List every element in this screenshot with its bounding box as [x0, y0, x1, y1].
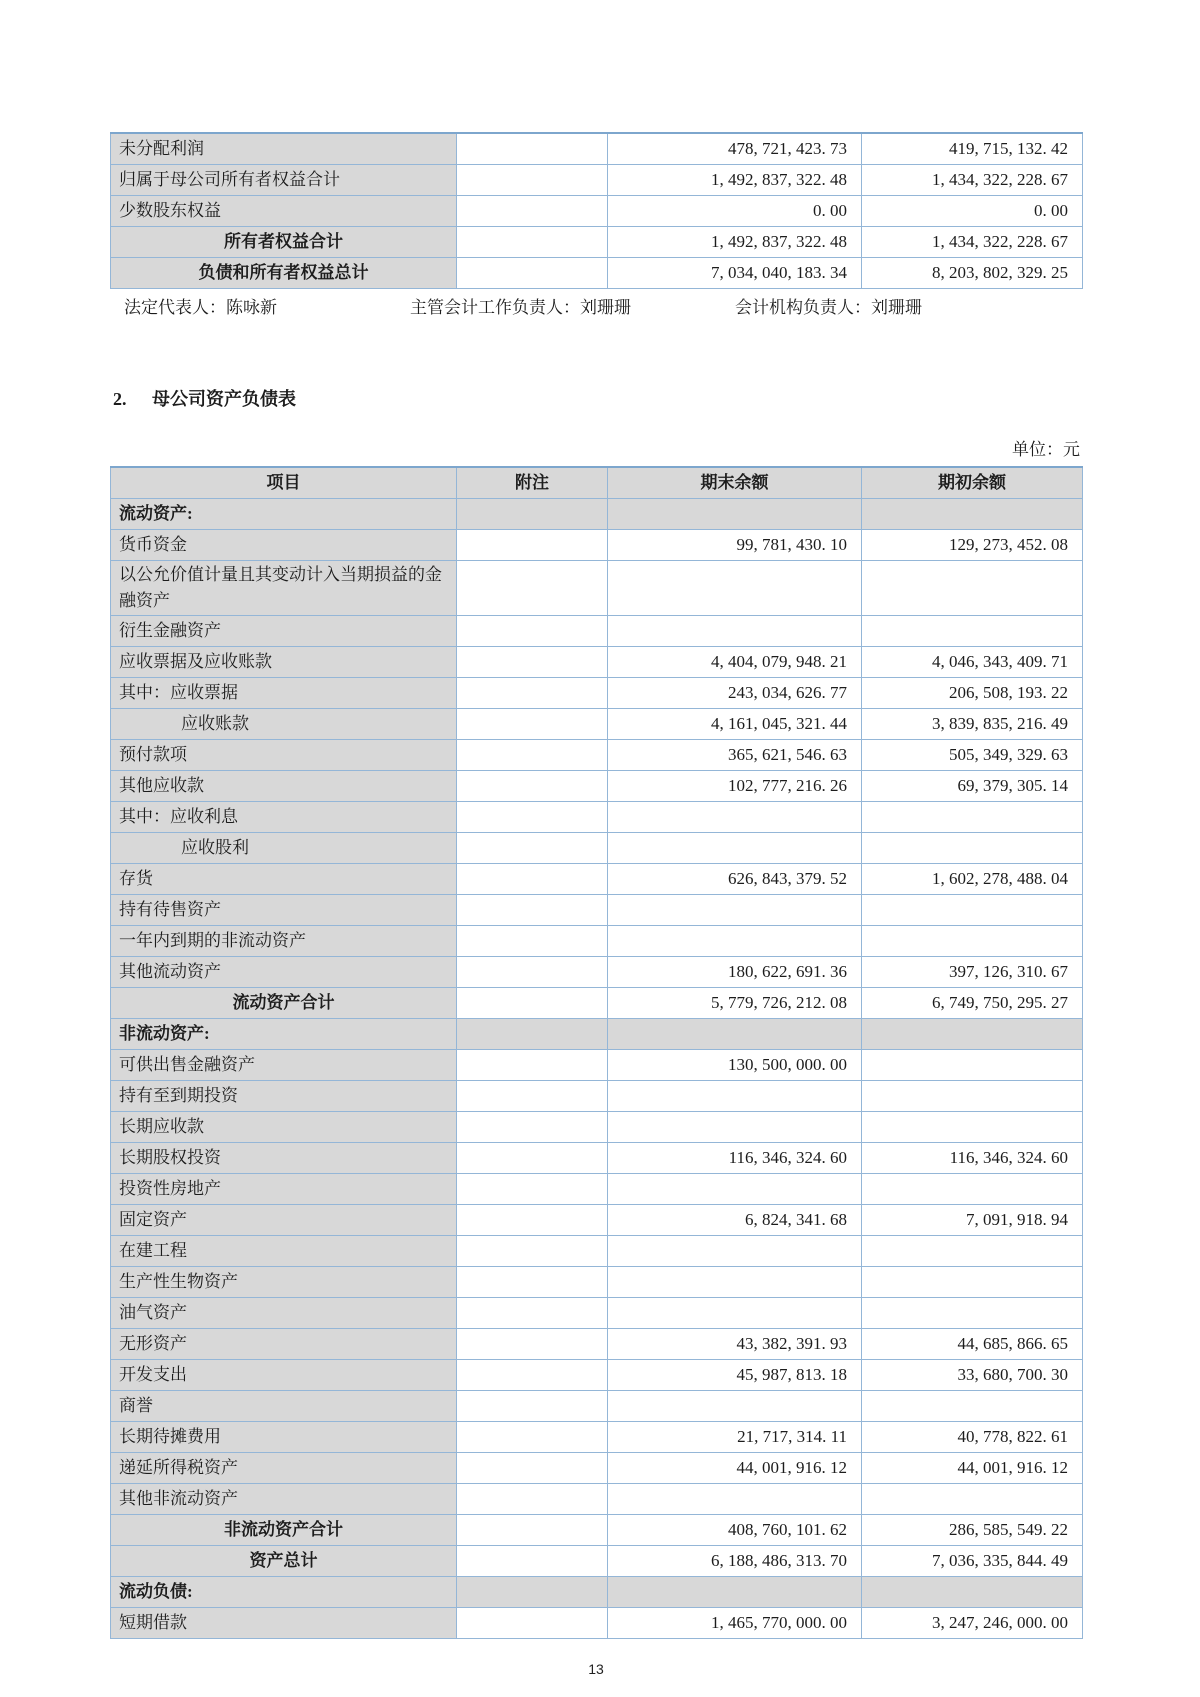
row-label: 货币资金 [111, 530, 457, 561]
row-ending-balance [608, 802, 862, 833]
row-ending-balance: 478, 721, 423. 73 [608, 133, 862, 165]
table-row [111, 1422, 1083, 1453]
row-label: 开发支出 [111, 1360, 457, 1391]
row-label: 递延所得税资产 [111, 1453, 457, 1484]
row-beginning-balance: 286, 585, 549. 22 [862, 1515, 1083, 1546]
row-ending-balance: 6, 188, 486, 313. 70 [608, 1546, 862, 1577]
row-beginning-balance [862, 1112, 1083, 1143]
row-note-cell [457, 133, 608, 165]
row-note-cell [457, 616, 608, 647]
row-beginning-balance: 3, 247, 246, 000. 00 [862, 1608, 1083, 1639]
table-row [111, 530, 1083, 561]
parent-balance-sheet-table [110, 466, 1083, 1639]
row-note-cell [457, 1360, 608, 1391]
row-ending-balance [608, 1112, 862, 1143]
row-ending-balance: 45, 987, 813. 18 [608, 1360, 862, 1391]
row-beginning-balance [862, 616, 1083, 647]
row-ending-balance [608, 1267, 862, 1298]
row-beginning-balance [862, 1174, 1083, 1205]
row-note-cell [457, 1422, 608, 1453]
accounting-dept-head: 会计机构负责人：刘珊珊 [735, 298, 922, 317]
row-ending-balance [608, 1391, 862, 1422]
table-row [111, 647, 1083, 678]
row-beginning-balance: 419, 715, 132. 42 [862, 133, 1083, 165]
table-row [111, 957, 1083, 988]
row-ending-balance: 408, 760, 101. 62 [608, 1515, 862, 1546]
row-note-cell [457, 165, 608, 196]
row-note-cell [457, 1019, 608, 1050]
row-label: 衍生金融资产 [111, 616, 457, 647]
row-beginning-balance [862, 1236, 1083, 1267]
row-ending-balance: 99, 781, 430. 10 [608, 530, 862, 561]
row-label: 流动资产合计 [111, 988, 457, 1019]
row-label: 负债和所有者权益总计 [111, 258, 457, 289]
row-note-cell [457, 499, 608, 530]
row-ending-balance: 43, 382, 391. 93 [608, 1329, 862, 1360]
row-beginning-balance [862, 499, 1083, 530]
page-content [110, 0, 1086, 1677]
row-note-cell [457, 561, 608, 616]
row-label: 未分配利润 [111, 133, 457, 165]
row-label: 在建工程 [111, 1236, 457, 1267]
row-label: 非流动资产: [111, 1019, 457, 1050]
row-label: 其他流动资产 [111, 957, 457, 988]
table-row [111, 1267, 1083, 1298]
table-row [111, 1112, 1083, 1143]
row-ending-balance [608, 561, 862, 616]
row-note-cell [457, 1267, 608, 1298]
row-beginning-balance [862, 926, 1083, 957]
row-ending-balance [608, 499, 862, 530]
table-row [111, 1453, 1083, 1484]
row-label: 无形资产 [111, 1329, 457, 1360]
row-beginning-balance: 44, 001, 916. 12 [862, 1453, 1083, 1484]
table-row [111, 1577, 1083, 1608]
table-row [111, 1515, 1083, 1546]
row-note-cell [457, 1329, 608, 1360]
row-beginning-balance: 7, 091, 918. 94 [862, 1205, 1083, 1236]
section-heading [110, 386, 1086, 412]
row-label: 生产性生物资产 [111, 1267, 457, 1298]
row-beginning-balance [862, 1298, 1083, 1329]
row-beginning-balance: 116, 346, 324. 60 [862, 1143, 1083, 1174]
equity-table [110, 132, 1083, 289]
row-ending-balance [608, 1019, 862, 1050]
row-note-cell [457, 196, 608, 227]
table-row [111, 833, 1083, 864]
header-item: 项目 [111, 467, 457, 499]
row-beginning-balance [862, 1019, 1083, 1050]
row-ending-balance: 102, 777, 216. 26 [608, 771, 862, 802]
row-ending-balance: 365, 621, 546. 63 [608, 740, 862, 771]
row-note-cell [457, 1205, 608, 1236]
row-label: 其中：应收票据 [111, 678, 457, 709]
row-ending-balance [608, 1081, 862, 1112]
row-note-cell [457, 864, 608, 895]
unit-label: 单位：元 [1012, 440, 1080, 459]
table-row [111, 740, 1083, 771]
row-ending-balance [608, 616, 862, 647]
row-ending-balance [608, 833, 862, 864]
row-note-cell [457, 988, 608, 1019]
row-beginning-balance: 7, 036, 335, 844. 49 [862, 1546, 1083, 1577]
row-ending-balance: 21, 717, 314. 11 [608, 1422, 862, 1453]
row-label: 流动资产: [111, 499, 457, 530]
table-row [111, 802, 1083, 833]
row-beginning-balance: 1, 434, 322, 228. 67 [862, 227, 1083, 258]
row-beginning-balance: 40, 778, 822. 61 [862, 1422, 1083, 1453]
row-label: 存货 [111, 864, 457, 895]
row-note-cell [457, 1143, 608, 1174]
row-label: 其他非流动资产 [111, 1484, 457, 1515]
row-beginning-balance: 44, 685, 866. 65 [862, 1329, 1083, 1360]
table-row [111, 1081, 1083, 1112]
row-beginning-balance [862, 1267, 1083, 1298]
row-label: 油气资产 [111, 1298, 457, 1329]
table-row [111, 1329, 1083, 1360]
table-row [111, 709, 1083, 740]
table-row [111, 864, 1083, 895]
row-ending-balance: 116, 346, 324. 60 [608, 1143, 862, 1174]
row-note-cell [457, 926, 608, 957]
table-row [111, 1608, 1083, 1639]
table-row [111, 165, 1083, 196]
row-note-cell [457, 1236, 608, 1267]
row-note-cell [457, 1546, 608, 1577]
table-row [111, 1019, 1083, 1050]
row-beginning-balance [862, 1577, 1083, 1608]
row-beginning-balance: 1, 434, 322, 228. 67 [862, 165, 1083, 196]
row-label: 持有至到期投资 [111, 1081, 457, 1112]
row-note-cell [457, 1515, 608, 1546]
row-ending-balance [608, 1484, 862, 1515]
chief-accountant: 主管会计工作负责人：刘珊珊 [410, 298, 631, 317]
row-note-cell [457, 530, 608, 561]
header-row [111, 467, 1083, 499]
row-ending-balance [608, 1298, 862, 1329]
balance-sheet-body [111, 499, 1083, 1639]
row-label: 少数股东权益 [111, 196, 457, 227]
row-label: 持有待售资产 [111, 895, 457, 926]
row-label: 固定资产 [111, 1205, 457, 1236]
table-row [111, 258, 1083, 289]
row-note-cell [457, 895, 608, 926]
row-note-cell [457, 802, 608, 833]
page-number: 13 [588, 1661, 604, 1677]
table-row [111, 988, 1083, 1019]
row-label: 长期应收款 [111, 1112, 457, 1143]
row-label: 一年内到期的非流动资产 [111, 926, 457, 957]
row-ending-balance: 4, 161, 045, 321. 44 [608, 709, 862, 740]
row-ending-balance: 44, 001, 916. 12 [608, 1453, 862, 1484]
row-ending-balance: 6, 824, 341. 68 [608, 1205, 862, 1236]
row-beginning-balance: 6, 749, 750, 295. 27 [862, 988, 1083, 1019]
table-row [111, 1298, 1083, 1329]
table-row [111, 1391, 1083, 1422]
row-beginning-balance: 33, 680, 700. 30 [862, 1360, 1083, 1391]
table-header [111, 467, 1083, 499]
row-label: 资产总计 [111, 1546, 457, 1577]
row-ending-balance: 180, 622, 691. 36 [608, 957, 862, 988]
row-label: 长期待摊费用 [111, 1422, 457, 1453]
table-row [111, 926, 1083, 957]
table-row [111, 895, 1083, 926]
row-beginning-balance [862, 1081, 1083, 1112]
row-label: 应收票据及应收账款 [111, 647, 457, 678]
row-note-cell [457, 833, 608, 864]
table-row [111, 1546, 1083, 1577]
row-label: 应收账款 [111, 709, 457, 740]
row-ending-balance: 1, 492, 837, 322. 48 [608, 165, 862, 196]
row-beginning-balance [862, 1484, 1083, 1515]
table-row [111, 227, 1083, 258]
row-beginning-balance: 129, 273, 452. 08 [862, 530, 1083, 561]
table-row [111, 1484, 1083, 1515]
row-label: 以公允价值计量且其变动计入当期损益的金融资产 [111, 561, 457, 616]
row-note-cell [457, 957, 608, 988]
row-ending-balance: 626, 843, 379. 52 [608, 864, 862, 895]
row-label: 所有者权益合计 [111, 227, 457, 258]
row-label: 商誉 [111, 1391, 457, 1422]
row-beginning-balance: 1, 602, 278, 488. 04 [862, 864, 1083, 895]
row-beginning-balance: 4, 046, 343, 409. 71 [862, 647, 1083, 678]
row-ending-balance: 0. 00 [608, 196, 862, 227]
row-ending-balance [608, 895, 862, 926]
equity-table-body [111, 133, 1083, 289]
row-beginning-balance [862, 1391, 1083, 1422]
row-ending-balance [608, 1236, 862, 1267]
row-note-cell [457, 227, 608, 258]
row-label: 投资性房地产 [111, 1174, 457, 1205]
row-note-cell [457, 1484, 608, 1515]
row-note-cell [457, 1298, 608, 1329]
row-beginning-balance: 69, 379, 305. 14 [862, 771, 1083, 802]
row-note-cell [457, 1112, 608, 1143]
section-number: 2. [113, 389, 127, 409]
row-label: 其他应收款 [111, 771, 457, 802]
row-beginning-balance: 3, 839, 835, 216. 49 [862, 709, 1083, 740]
row-note-cell [457, 709, 608, 740]
row-beginning-balance: 206, 508, 193. 22 [862, 678, 1083, 709]
row-label: 可供出售金融资产 [111, 1050, 457, 1081]
row-note-cell [457, 1577, 608, 1608]
row-beginning-balance [862, 561, 1083, 616]
row-note-cell [457, 1050, 608, 1081]
row-label: 预付款项 [111, 740, 457, 771]
row-ending-balance: 243, 034, 626. 77 [608, 678, 862, 709]
row-beginning-balance [862, 1050, 1083, 1081]
table-row [111, 196, 1083, 227]
table-row [111, 1205, 1083, 1236]
row-beginning-balance: 0. 00 [862, 196, 1083, 227]
table-row [111, 499, 1083, 530]
row-label: 非流动资产合计 [111, 1515, 457, 1546]
row-beginning-balance: 8, 203, 802, 329. 25 [862, 258, 1083, 289]
table-row [111, 771, 1083, 802]
row-note-cell [457, 1174, 608, 1205]
table-row [111, 1050, 1083, 1081]
row-beginning-balance [862, 833, 1083, 864]
row-beginning-balance [862, 802, 1083, 833]
row-note-cell [457, 740, 608, 771]
table-row [111, 1143, 1083, 1174]
table-row [111, 1360, 1083, 1391]
row-label: 流动负债: [111, 1577, 457, 1608]
signatories-line [110, 296, 1082, 320]
legal-representative: 法定代表人：陈咏新 [124, 298, 277, 317]
table-row [111, 133, 1083, 165]
table-row [111, 561, 1083, 616]
row-note-cell [457, 258, 608, 289]
row-label: 长期股权投资 [111, 1143, 457, 1174]
row-beginning-balance [862, 895, 1083, 926]
equity-table-section [110, 0, 1086, 289]
row-ending-balance: 1, 492, 837, 322. 48 [608, 227, 862, 258]
row-note-cell [457, 678, 608, 709]
row-note-cell [457, 771, 608, 802]
row-note-cell [457, 1391, 608, 1422]
row-ending-balance: 5, 779, 726, 212. 08 [608, 988, 862, 1019]
table-row [111, 678, 1083, 709]
row-beginning-balance: 505, 349, 329. 63 [862, 740, 1083, 771]
row-note-cell [457, 1608, 608, 1639]
row-ending-balance: 7, 034, 040, 183. 34 [608, 258, 862, 289]
row-label: 归属于母公司所有者权益合计 [111, 165, 457, 196]
row-beginning-balance: 397, 126, 310. 67 [862, 957, 1083, 988]
table-row [111, 1174, 1083, 1205]
row-note-cell [457, 647, 608, 678]
row-ending-balance [608, 1577, 862, 1608]
header-ending-balance: 期末余额 [608, 467, 862, 499]
row-ending-balance: 4, 404, 079, 948. 21 [608, 647, 862, 678]
table-row [111, 616, 1083, 647]
section-title: 母公司资产负债表 [152, 389, 296, 409]
row-label: 其中：应收利息 [111, 802, 457, 833]
row-ending-balance [608, 1174, 862, 1205]
row-note-cell [457, 1081, 608, 1112]
table-row [111, 1236, 1083, 1267]
row-ending-balance: 130, 500, 000. 00 [608, 1050, 862, 1081]
row-ending-balance [608, 926, 862, 957]
header-note: 附注 [457, 467, 608, 499]
header-beginning-balance: 期初余额 [862, 467, 1083, 499]
row-note-cell [457, 1453, 608, 1484]
row-label: 应收股利 [111, 833, 457, 864]
row-ending-balance: 1, 465, 770, 000. 00 [608, 1608, 862, 1639]
row-label: 短期借款 [111, 1608, 457, 1639]
